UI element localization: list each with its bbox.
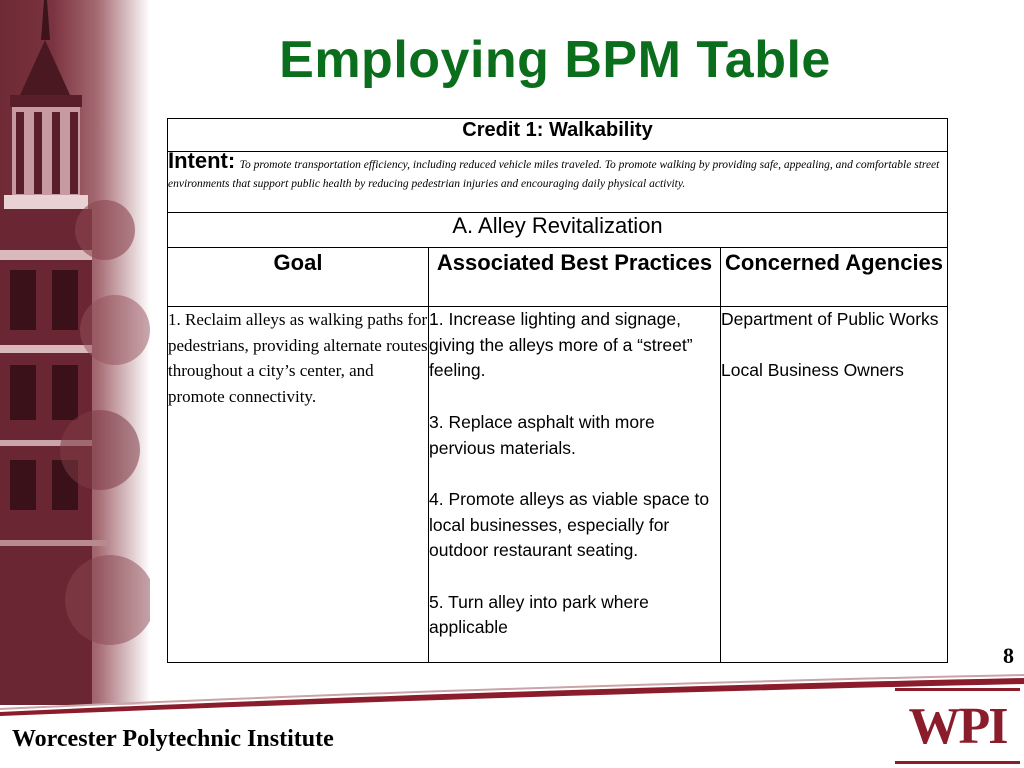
agency-item: Department of Public Works: [721, 309, 939, 329]
intent-label: Intent:: [168, 148, 236, 173]
intent-text: To promote transportation efficiency, including reduced vehicle miles traveled. To promote walking by providing safe, appealing, and comfortable street environments that support public health by reducing pedestrian injuries and encouraging daily physical activity.: [168, 159, 940, 190]
body-row: [168, 307, 948, 663]
page-number: 8: [1003, 643, 1014, 668]
campus-tower-image: [0, 0, 150, 705]
goal-cell: 1. Reclaim alleys as walking paths for pedestrians, providing alternate routes throughout a city’s center, and promote connectivity.: [168, 307, 429, 663]
practice-item: 3. Replace asphalt with more pervious materials.: [429, 411, 655, 458]
agencies-cell: [721, 307, 948, 663]
intent-cell: [168, 148, 948, 213]
header-goal: Goal: [168, 248, 429, 307]
wpi-logo: [895, 688, 1020, 764]
bpm-table: [167, 118, 948, 663]
footer-swoosh: [0, 668, 1024, 718]
practice-item: 4. Promote alleys as viable space to local businesses, especially for outdoor restaurant seating.: [429, 488, 710, 561]
slide-title: Employing BPM Table: [279, 31, 831, 89]
practice-item: 5. Turn alley into park where applicable: [429, 591, 649, 638]
footer-institution: Worcester Polytechnic Institute: [12, 726, 334, 752]
credit-title: Credit 1: Walkability: [168, 119, 948, 152]
practices-cell: [429, 307, 721, 663]
section-row: [168, 213, 948, 248]
intent-row: [168, 152, 948, 213]
section-title: A. Alley Revitalization: [168, 213, 948, 248]
wpi-logo-text: WPI: [908, 697, 1007, 755]
agency-item: Local Business Owners: [721, 360, 904, 381]
practice-item: 1. Increase lighting and signage, giving the alleys more of a “street” feeling.: [429, 309, 693, 381]
header-agencies: Concerned Agencies: [721, 248, 948, 307]
credit-row: [168, 119, 948, 152]
header-practices: Associated Best Practices: [429, 248, 721, 307]
header-row: [168, 248, 948, 307]
